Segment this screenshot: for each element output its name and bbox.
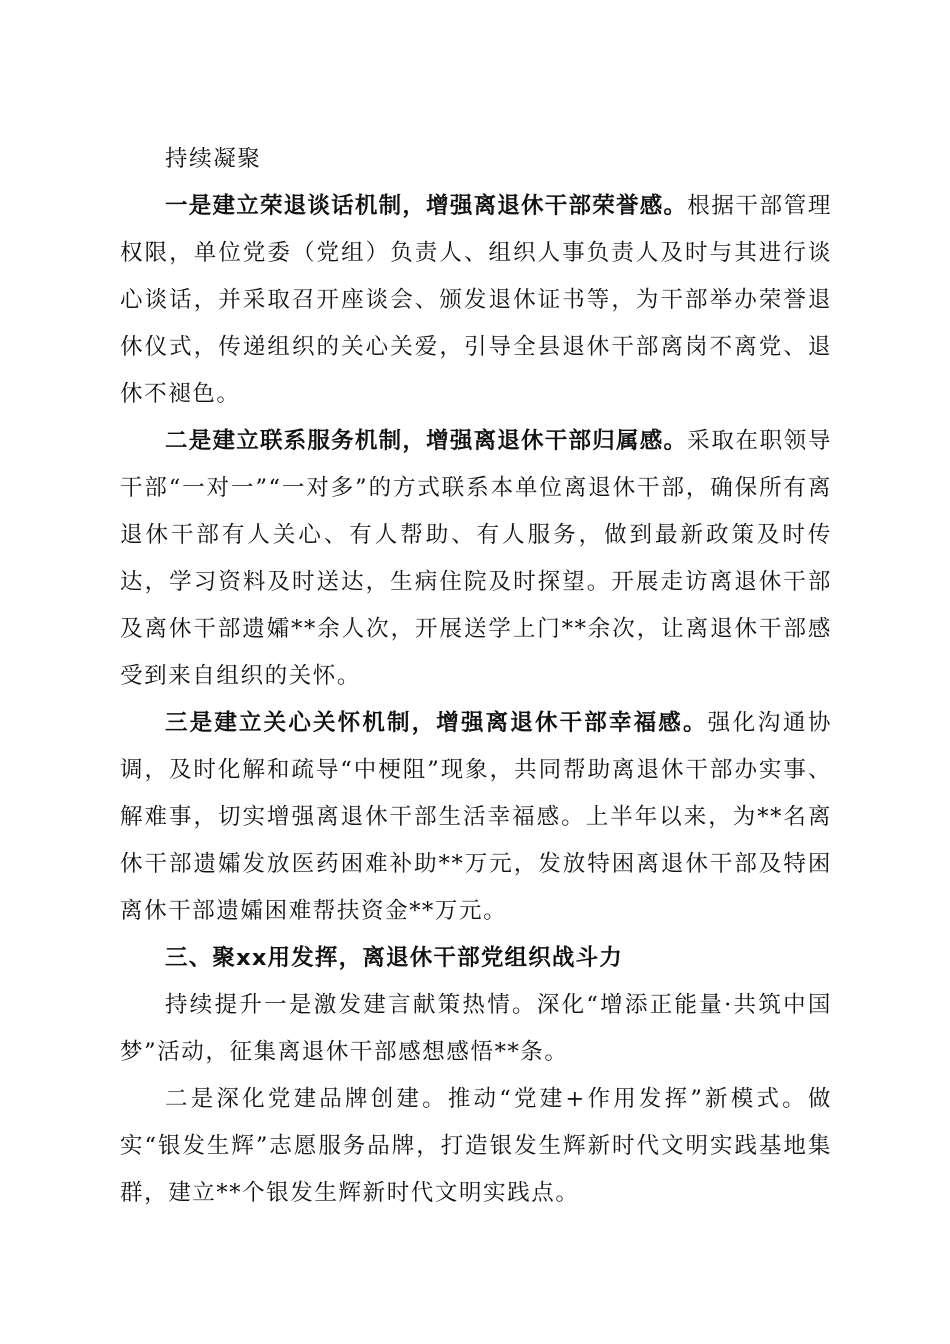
paragraph-continued-cohesion [120,136,832,183]
paragraph-contact-service-mechanism [120,418,832,700]
paragraph-advice-enthusiasm [120,982,832,1076]
paragraph-lead: 二是建立联系服务机制，增强离退休干部归属感。 [165,428,688,454]
paragraph-party-brand [120,1076,832,1217]
paragraph-retirement-talk-mechanism [120,183,832,418]
paragraph-text: 采取在职领导干部“一对一”“一对多”的方式联系本单位离退休干部，确保所有离退休干部有人关心、有人帮助、有人服务，做到最新政策及时传达，学习资料及时送达，生病住院及时探望。开展走访离退休干部及离休干部遗孀**余人次，开展送学上门**余次，让离退休干部感受到来自组织的关怀。 [120,428,832,689]
paragraph-text: 二是深化党建品牌创建。推动“党建+作用发挥”新模式。做实“银发生辉”志愿服务品牌，打造银发生辉新时代文明实践基地集群，建立**个银发生辉新时代文明实践点。 [120,1086,832,1206]
document-body [120,136,832,1217]
paragraph-text: 持续提升一是激发建言献策热情。深化“增添正能量·共筑中国梦”活动，征集离退休干部感想感悟**条。 [120,992,832,1065]
paragraph-text: 根据干部管理权限，单位党委（党组）负责人、组织人事负责人及时与其进行谈心谈话，并采取召开座谈会、颁发退休证书等，为干部举办荣誉退休仪式，传递组织的关心关爱，引导全县退休干部离岗不离党、退休不褪色。 [120,193,832,407]
paragraph-lead: 一是建立荣退谈话机制，增强离退休干部荣誉感。 [165,193,688,219]
paragraph-text: 强化沟通协调，及时化解和疏导“中梗阻”现象，共同帮助离退休干部办实事、解难事，切实增强离退休干部生活幸福感。上半年以来，为**名离休干部遗孀发放医药困难补助**万元，发放特困离退休干部及特困离休干部遗孀困难帮扶资金**万元。 [120,710,832,924]
paragraph-lead: 三是建立关心关怀机制，增强离退休干部幸福感。 [165,710,708,736]
paragraph-care-mechanism [120,700,832,935]
paragraph-text: 持续凝聚 [165,146,262,172]
section-heading: 三、聚xx用发挥，离退休干部党组织战斗力 [165,945,624,971]
